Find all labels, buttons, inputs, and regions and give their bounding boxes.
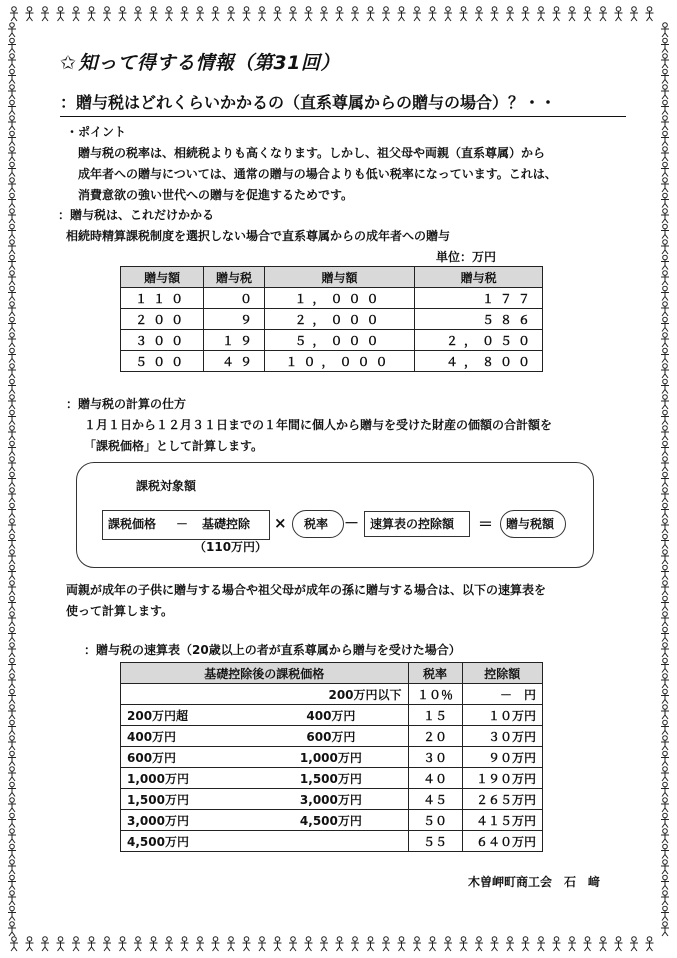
border-figure (475, 7, 483, 21)
section1-heading: ：贈与税は、これだけかかる (58, 208, 215, 222)
border-figure (661, 643, 669, 657)
border-figure (8, 565, 16, 579)
border-figure (522, 7, 530, 21)
border-figure (8, 906, 16, 920)
border-figure (8, 720, 16, 734)
border-figure (8, 581, 16, 595)
border-figure (258, 937, 266, 951)
border-figure (661, 612, 669, 626)
column-header: 贈与税 (204, 267, 265, 288)
border-figure (8, 457, 16, 471)
border-figure (661, 689, 669, 703)
border-figure (8, 875, 16, 889)
border-figure (119, 937, 127, 951)
border-figure (103, 937, 111, 951)
border-figure (661, 829, 669, 843)
border-figure (8, 767, 16, 781)
border-figure (661, 193, 669, 207)
border-figure (8, 705, 16, 719)
times-sign: × (274, 514, 287, 532)
border-figure (661, 410, 669, 424)
border-figure (568, 937, 576, 951)
border-figure (661, 54, 669, 68)
gift-tax-table (120, 266, 543, 372)
border-figure (398, 7, 406, 21)
border-figure (212, 7, 220, 21)
section2-heading: ：贈与税の計算の仕方 (66, 397, 187, 411)
border-figure (10, 937, 18, 951)
border-figure (320, 937, 328, 951)
border-figure (537, 937, 545, 951)
border-figure (8, 798, 16, 812)
border-figure (584, 7, 592, 21)
column-header: 控除額 (462, 663, 542, 684)
border-figure (568, 7, 576, 21)
border-figure (8, 162, 16, 176)
star-icon: ✩ (60, 52, 77, 74)
page-title: ✩ 知って得する情報（第31回） (60, 52, 340, 74)
table-row: ５００ ４９ １０，０００ ４，８００ (121, 351, 543, 372)
border-figure (661, 813, 669, 827)
border-figure (661, 844, 669, 858)
point-line-1: 贈与税の税率は、相続税よりも高くなります。しかし、祖父母や両親（直系尊属）から (78, 146, 546, 160)
border-figure (661, 906, 669, 920)
border-figure (336, 937, 344, 951)
border-figure (475, 937, 483, 951)
border-figure (444, 937, 452, 951)
border-figure (134, 937, 142, 951)
border-figure (8, 410, 16, 424)
border-figure (26, 937, 34, 951)
border-figure (661, 782, 669, 796)
border-figure (661, 720, 669, 734)
border-figure (8, 596, 16, 610)
border-figure (150, 7, 158, 21)
border-figure (661, 457, 669, 471)
table-header-row (121, 663, 543, 684)
border-figure (8, 333, 16, 347)
border-figure (661, 116, 669, 130)
border-figure (661, 162, 669, 176)
border-figure (8, 658, 16, 672)
border-figure (491, 7, 499, 21)
border-figure (181, 7, 189, 21)
border-figure (661, 286, 669, 300)
taxable-price-label: 課税価格 (108, 517, 157, 531)
border-figure (8, 100, 16, 114)
border-figure (351, 937, 359, 951)
border-figure (661, 364, 669, 378)
border-figure (305, 7, 313, 21)
border-figure (8, 689, 16, 703)
section3-line-2: 使って計算します。 (66, 604, 174, 618)
border-figure (8, 612, 16, 626)
border-figure (661, 379, 669, 393)
border-figure (41, 7, 49, 21)
border-figure (289, 7, 297, 21)
border-figure (661, 875, 669, 889)
border-figure (8, 23, 16, 37)
border-figure (212, 937, 220, 951)
page-subtitle: ：贈与税はどれくらいかかるの（直系尊属からの贈与の場合）？・・ (60, 90, 626, 117)
border-figure (661, 534, 669, 548)
border-figure (661, 658, 669, 672)
border-figure (661, 519, 669, 533)
notice-page (44, 40, 634, 920)
border-figure (661, 565, 669, 579)
border-figure (8, 38, 16, 52)
border-figure (8, 519, 16, 533)
border-figure (289, 937, 297, 951)
border-figure (8, 193, 16, 207)
border-figure (8, 550, 16, 564)
border-figure (661, 224, 669, 238)
border-figure (8, 627, 16, 641)
border-figure (661, 472, 669, 486)
border-figure (8, 782, 16, 796)
border-figure (661, 38, 669, 52)
border-figure (661, 348, 669, 362)
equals-sign: ＝ (478, 515, 494, 533)
border-figure (165, 937, 173, 951)
point-line-2: 成年者への贈与については、通常の贈与の場合よりも低い税率になっています。これは、 (78, 167, 557, 181)
border-figure (661, 767, 669, 781)
border-figure (8, 674, 16, 688)
border-figure (398, 937, 406, 951)
basic-deduction-amount: （110万円） (194, 540, 268, 554)
table-row: 3,000万円 4,500万円 ５０ ４１５万円 (121, 810, 543, 831)
border-figure (8, 426, 16, 440)
border-figure (227, 937, 235, 951)
taxable-amount-label: 課税対象額 (136, 479, 197, 493)
border-figure (599, 7, 607, 21)
border-figure (8, 286, 16, 300)
border-figure (8, 643, 16, 657)
border-figure (661, 271, 669, 285)
border-figure (584, 937, 592, 951)
border-figure (8, 147, 16, 161)
border-figure (615, 7, 623, 21)
border-figure (646, 937, 654, 951)
border-figure (181, 937, 189, 951)
border-figure (506, 7, 514, 21)
border-figure (661, 922, 669, 936)
border-figure (119, 7, 127, 21)
author-signature: 木曽岬町商工会 石 﨑 (468, 875, 601, 889)
column-header: 贈与額 (121, 267, 204, 288)
border-figure (367, 7, 375, 21)
point-heading: ・ポイント (66, 125, 127, 139)
border-figure (10, 7, 18, 21)
table-row: 600万円 1,000万円 ３０ ９０万円 (121, 747, 543, 768)
border-figure (553, 937, 561, 951)
border-figure (661, 147, 669, 161)
column-header: 税率 (408, 663, 462, 684)
border-figure (8, 224, 16, 238)
table-row: １１０ ０ １，０００ １７７ (121, 288, 543, 309)
border-figure (8, 488, 16, 502)
tax-rate-label: 税率 (304, 517, 329, 531)
border-figure (661, 860, 669, 874)
table-row: ２００ ９ ２，０００ ５８６ (121, 309, 543, 330)
border-figure (661, 503, 669, 517)
border-figure (8, 271, 16, 285)
border-figure (661, 550, 669, 564)
border-figure (661, 333, 669, 347)
border-figure (8, 69, 16, 83)
border-figure (522, 937, 530, 951)
border-figure (150, 937, 158, 951)
table-row: ３００ １９ ５，０００ ２，０５０ (121, 330, 543, 351)
section2-line-1: １月１日から１２月３１日までの１年間に個人から贈与を受けた財産の価額の合計額を (84, 418, 553, 432)
border-figure (413, 7, 421, 21)
table-row: 4,500万円 ５５ ６４０万円 (121, 831, 543, 852)
table-row: 1,000万円 1,500万円 ４０ １９０万円 (121, 768, 543, 789)
border-figure (8, 829, 16, 843)
border-figure (661, 240, 669, 254)
border-figure (429, 7, 437, 21)
border-figure (8, 472, 16, 486)
border-figure (661, 751, 669, 765)
border-figure (258, 7, 266, 21)
border-figure (8, 922, 16, 936)
point-line-3: 消費意欲の強い世代への贈与を促進するためです。 (78, 188, 354, 202)
border-figure (661, 674, 669, 688)
border-figure (243, 937, 251, 951)
border-figure (8, 54, 16, 68)
border-figure (661, 488, 669, 502)
minus-sign: － (176, 517, 189, 531)
border-figure (413, 937, 421, 951)
border-figure (661, 69, 669, 83)
border-figure (661, 705, 669, 719)
border-figure (8, 503, 16, 517)
border-figure (8, 209, 16, 223)
section2-line-2: 「課税価格」として計算します。 (84, 439, 264, 453)
border-figure (72, 7, 80, 21)
border-figure (88, 937, 96, 951)
border-figure (661, 891, 669, 905)
border-figure (8, 860, 16, 874)
border-figure (661, 255, 669, 269)
unit-label: 単位：万円 (436, 250, 497, 264)
border-figure (8, 441, 16, 455)
border-figure (537, 7, 545, 21)
border-figure (196, 7, 204, 21)
border-figure (8, 534, 16, 548)
table-header-row (121, 267, 543, 288)
border-figure (661, 596, 669, 610)
border-figure (382, 7, 390, 21)
border-figure (429, 937, 437, 951)
border-figure (491, 937, 499, 951)
border-figure (8, 255, 16, 269)
border-figure (8, 302, 16, 316)
border-figure (661, 627, 669, 641)
border-figure (630, 7, 638, 21)
border-figure (8, 751, 16, 765)
border-figure (444, 7, 452, 21)
border-figure (274, 937, 282, 951)
table-row: 400万円 600万円 ２０ ３０万円 (121, 726, 543, 747)
border-figure (8, 317, 16, 331)
border-figure (661, 178, 669, 192)
border-figure (88, 7, 96, 21)
basic-deduction-label: 基礎控除 (202, 517, 251, 531)
border-figure (8, 85, 16, 99)
border-figure (8, 364, 16, 378)
border-figure (661, 85, 669, 99)
column-header: 基礎控除後の課税価格 (121, 663, 409, 684)
border-figure (351, 7, 359, 21)
border-figure (661, 426, 669, 440)
border-figure (8, 891, 16, 905)
border-figure (8, 240, 16, 254)
border-figure (320, 7, 328, 21)
section1-caption: 相続時精算課税制度を選択しない場合で直系尊属からの成年者への贈与 (66, 229, 451, 243)
table-row: 1,500万円 3,000万円 ４５ ２６５万円 (121, 789, 543, 810)
border-figure (134, 7, 142, 21)
border-figure (72, 937, 80, 951)
border-figure (553, 7, 561, 21)
border-figure (599, 937, 607, 951)
border-figure (57, 7, 65, 21)
border-figure (165, 7, 173, 21)
quick-deduction-label: 速算表の控除額 (370, 517, 455, 531)
table-row: 200万円超 400万円 １５ １０万円 (121, 705, 543, 726)
border-figure (661, 23, 669, 37)
border-figure (243, 7, 251, 21)
border-figure (274, 7, 282, 21)
border-figure (630, 937, 638, 951)
border-figure (227, 7, 235, 21)
border-figure (305, 937, 313, 951)
border-figure (661, 302, 669, 316)
section3-line-1: 両親が成年の子供に贈与する場合や祖父母が成年の孫に贈与する場合は、以下の速算表を (66, 583, 547, 597)
border-figure (661, 395, 669, 409)
border-figure (661, 581, 669, 595)
border-figure (506, 937, 514, 951)
border-figure (8, 379, 16, 393)
border-figure (8, 178, 16, 192)
border-figure (103, 7, 111, 21)
border-figure (8, 395, 16, 409)
border-figure (8, 736, 16, 750)
gift-tax-result-label: 贈与税額 (506, 517, 555, 531)
border-figure (336, 7, 344, 21)
border-figure (196, 937, 204, 951)
table-row: 200万円以下 １０％ － 円 (121, 684, 543, 705)
section3-heading: ：贈与税の速算表（20歳以上の者が直系尊属から贈与を受けた場合） (84, 643, 461, 657)
border-figure (460, 937, 468, 951)
border-figure (615, 937, 623, 951)
border-figure (26, 7, 34, 21)
border-figure (8, 813, 16, 827)
border-figure (460, 7, 468, 21)
border-figure (661, 131, 669, 145)
border-figure (367, 937, 375, 951)
border-figure (661, 209, 669, 223)
quick-calc-table (120, 662, 543, 852)
minus-sign: － (344, 514, 360, 532)
border-figure (646, 7, 654, 21)
border-figure (8, 844, 16, 858)
border-figure (382, 937, 390, 951)
border-figure (57, 937, 65, 951)
column-header: 贈与税 (415, 267, 543, 288)
border-figure (8, 131, 16, 145)
border-figure (661, 736, 669, 750)
border-figure (661, 317, 669, 331)
border-figure (661, 441, 669, 455)
border-figure (661, 100, 669, 114)
border-figure (41, 937, 49, 951)
border-figure (8, 116, 16, 130)
column-header: 贈与額 (264, 267, 414, 288)
border-figure (661, 798, 669, 812)
border-figure (8, 348, 16, 362)
